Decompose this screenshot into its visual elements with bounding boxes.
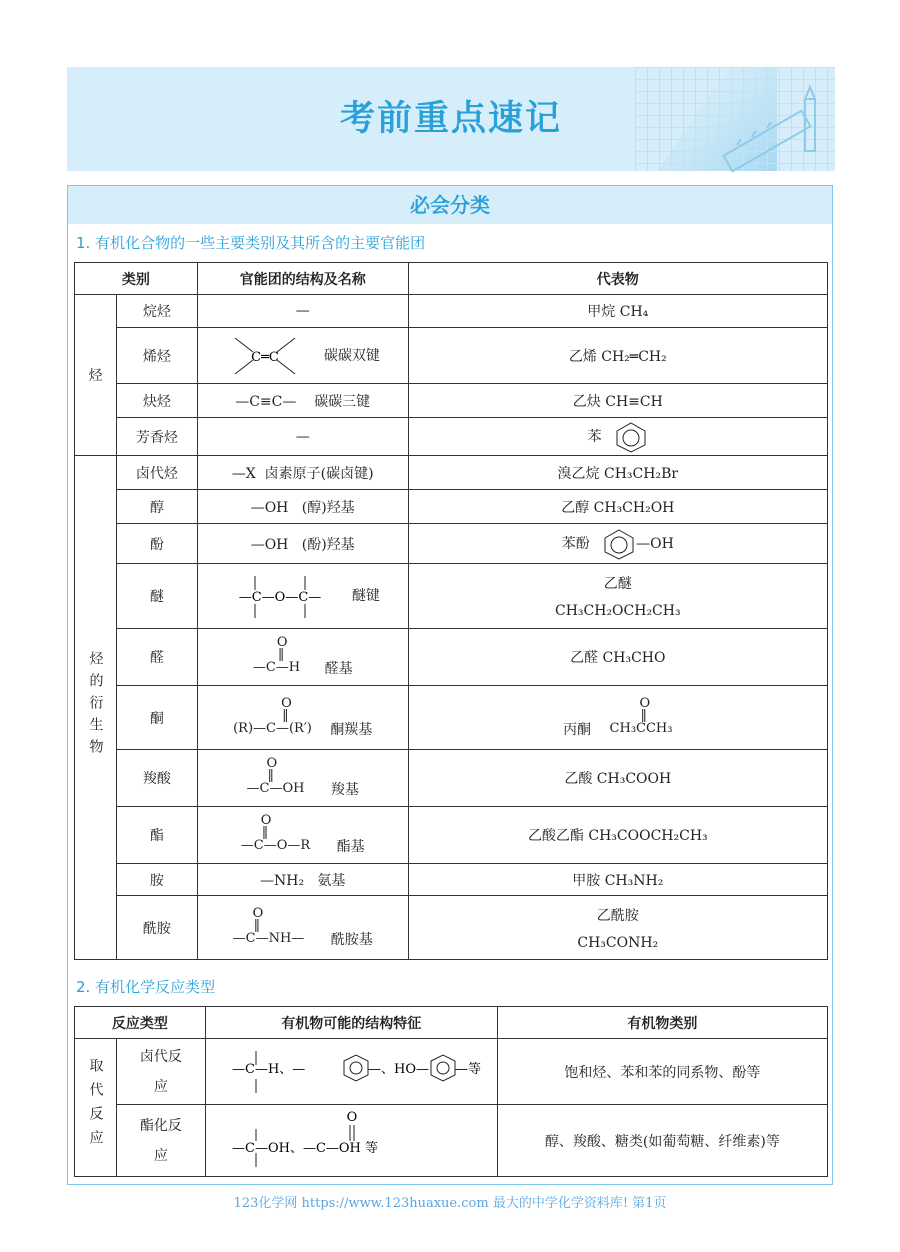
fg-name: 酮羰基 <box>330 721 373 738</box>
heading-1: 1. 有机化合物的一些主要类别及其所含的主要官能团 <box>76 234 426 252</box>
functional-group-table <box>74 262 828 960</box>
functional-group-cell: — <box>197 418 408 456</box>
functional-group-cell <box>197 524 408 564</box>
double-bond-mark: ‖ <box>267 768 274 783</box>
carboxyl-structure <box>247 757 305 795</box>
group-substitution <box>75 1039 117 1177</box>
representative-cell: 甲烷 CH₄ <box>408 295 827 328</box>
double-bond-mark: ‖ <box>261 825 269 840</box>
table-header-row <box>75 263 828 295</box>
category-cell: 醇 <box>116 490 197 524</box>
category-cell: 卤代烃 <box>116 456 197 490</box>
table-row <box>75 1039 828 1105</box>
category-cell: 羧酸 <box>116 750 197 807</box>
acetone-structure <box>610 697 673 735</box>
rep-name: 苯酚 <box>561 535 590 552</box>
structure-feature-cell <box>205 1105 497 1177</box>
table-header-row <box>75 1007 828 1039</box>
header-representative: 代表物 <box>408 263 827 295</box>
functional-group-cell <box>197 456 408 490</box>
fg-formula: —C—H <box>252 660 301 675</box>
structure-feature-cell <box>205 1039 497 1105</box>
category-cell: 炔烃 <box>116 384 197 418</box>
group-derivative-label: 烃的衍生物 <box>87 650 104 761</box>
fg-name: 醛基 <box>324 661 353 677</box>
group-derivative <box>75 456 117 960</box>
functional-group-cell <box>197 328 408 384</box>
heading-2: 2. 有机化学反应类型 <box>76 978 216 996</box>
header-organic-class: 有机物类别 <box>497 1007 827 1039</box>
fg-name: 碳碳三键 <box>314 393 371 410</box>
fg-formula: (R)—C—(R′) <box>233 720 312 736</box>
double-bond-formula: C═C <box>251 349 280 365</box>
fg-name: 卤素原子(碳卤键) <box>264 465 374 482</box>
header-reaction-type: 反应类型 <box>75 1007 206 1039</box>
representative-cell <box>408 896 827 960</box>
svg-text:—C—OH、—C—OH 等: —C—OH、—C—OH 等 <box>232 1140 379 1156</box>
representative-cell: 乙炔 CH≡CH <box>408 384 827 418</box>
representative-cell: 乙酸 CH₃COOH <box>408 750 827 807</box>
fg-top-atom: O <box>281 695 292 711</box>
table-row <box>75 490 828 524</box>
representative-cell <box>408 564 827 629</box>
rep-name: 乙酰胺 <box>596 907 639 924</box>
rep-formula: CH₃CONH₂ <box>577 934 659 951</box>
table-row <box>75 864 828 896</box>
functional-group-cell <box>197 864 408 896</box>
double-bond-mark: ‖ <box>282 707 289 723</box>
table-row <box>75 295 828 328</box>
functional-group-cell <box>197 564 408 629</box>
table-row <box>75 1105 828 1177</box>
table-row <box>75 524 828 564</box>
double-bond-mark: ‖ <box>253 917 261 933</box>
rep-name: 苯 <box>587 428 602 445</box>
functional-group-cell <box>197 686 408 750</box>
representative-cell <box>408 524 827 564</box>
fg-name: 氨基 <box>317 872 346 889</box>
category-cell: 酯 <box>116 807 197 864</box>
footer: 123化学网 https://www.123huaxue.com 最大的中学化学资料库! 第1页 <box>233 1196 667 1211</box>
ether-structure-icon <box>225 570 335 622</box>
header-functional-group: 官能团的结构及名称 <box>197 263 408 295</box>
double-bond-mark: ‖ <box>640 707 648 723</box>
fg-top-atom: O <box>252 905 264 921</box>
functional-group-cell <box>197 807 408 864</box>
representative-cell: 乙醛 CH₃CHO <box>408 629 827 686</box>
table-row <box>75 807 828 864</box>
rep-formula: CH₃CCH₃ <box>609 720 673 736</box>
esterification-features-icon <box>226 1109 476 1173</box>
functional-group-cell <box>197 896 408 960</box>
fg-name: (酚)羟基 <box>301 536 355 553</box>
category-cell: 烷烃 <box>116 295 197 328</box>
functional-group-cell <box>197 750 408 807</box>
table-row <box>75 418 828 456</box>
rep-formula: CH₃CH₂OCH₂CH₃ <box>554 603 681 619</box>
category-cell: 烯烃 <box>116 328 197 384</box>
fg-formula: —C—NH— <box>232 930 305 946</box>
category-cell: 醚 <box>116 564 197 629</box>
fg-name: 酰胺基 <box>330 931 373 948</box>
fg-name: (醇)羟基 <box>301 499 355 516</box>
rep-suffix: —OH <box>636 535 674 552</box>
fg-top-atom: O <box>266 756 278 771</box>
table-row <box>75 686 828 750</box>
functional-group-cell: — <box>197 295 408 328</box>
table-row <box>75 896 828 960</box>
section-title: 必会分类 <box>68 186 832 224</box>
table-row <box>75 384 828 418</box>
group-substitution-label: 取代反应 <box>87 1057 104 1154</box>
organic-class-cell: 饱和烃、苯和苯的同系物、酚等 <box>497 1039 827 1105</box>
header-category: 类别 <box>75 263 198 295</box>
category-cell: 胺 <box>116 864 197 896</box>
fg-formula: —OH <box>250 499 289 516</box>
category-cell: 醛 <box>116 629 197 686</box>
reaction-type-cell: 卤代反应 <box>116 1039 205 1105</box>
category-cell: 芳香烃 <box>116 418 197 456</box>
ether-formula: —C—O—C— <box>239 590 322 605</box>
fg-formula: —C≡C— <box>235 393 297 410</box>
rep-name: 丙酮 <box>563 721 592 738</box>
aldehyde-structure <box>253 636 300 674</box>
fg-formula: —C—OH <box>246 781 305 796</box>
ketone-structure <box>233 697 312 735</box>
table-row <box>75 564 828 629</box>
fg-name: 醚键 <box>351 588 380 604</box>
double-bond-mark: ‖ <box>277 647 285 662</box>
table-row <box>75 456 828 490</box>
fg-name: 羧基 <box>330 782 359 798</box>
double-bond-structure-icon <box>225 334 305 378</box>
representative-cell: 甲胺 CH₃NH₂ <box>408 864 827 896</box>
fg-top-atom: O <box>276 635 288 650</box>
functional-group-name: 碳碳双键 <box>323 347 380 364</box>
functional-group-cell <box>197 490 408 524</box>
category-cell: 酮 <box>116 686 197 750</box>
functional-group-cell <box>197 384 408 418</box>
representative-cell: 乙酸乙酯 CH₃COOCH₂CH₃ <box>408 807 827 864</box>
table-row <box>75 750 828 807</box>
representative-cell: 溴乙烷 CH₃CH₂Br <box>408 456 827 490</box>
header-banner <box>67 67 835 171</box>
organic-class-cell: 醇、羧酸、糖类(如葡萄糖、纤维素)等 <box>497 1105 827 1177</box>
svg-text:O: O <box>346 1109 358 1125</box>
rep-name: 乙醚 <box>603 576 632 592</box>
svg-text:—C—H、——、HO——等: —C—H、— —、HO— —等 <box>232 1061 482 1077</box>
table-row <box>75 328 828 384</box>
fg-name: 酯基 <box>336 839 365 855</box>
benzene-ring-icon <box>602 528 636 560</box>
representative-cell <box>408 686 827 750</box>
functional-group-cell <box>197 629 408 686</box>
page-title: 考前重点速记 <box>339 99 562 139</box>
table-row <box>75 629 828 686</box>
amide-structure <box>233 907 305 945</box>
group-hydrocarbon: 烃 <box>75 295 117 456</box>
reaction-type-cell: 酯化反应 <box>116 1105 205 1177</box>
fg-formula: —X <box>231 465 256 482</box>
representative-cell: 乙醇 CH₃CH₂OH <box>408 490 827 524</box>
fg-formula: —NH₂ <box>259 872 305 889</box>
fg-top-atom: O <box>260 813 272 828</box>
benzene-ring-icon <box>614 421 648 453</box>
category-cell: 酚 <box>116 524 197 564</box>
fg-formula: —C—O—R <box>240 838 311 853</box>
ester-structure <box>241 814 310 852</box>
reaction-type-table <box>74 1006 828 1177</box>
representative-cell <box>408 418 827 456</box>
representative-cell: 乙烯 CH₂═CH₂ <box>408 328 827 384</box>
rep-top-atom: O <box>639 695 651 711</box>
category-cell: 酰胺 <box>116 896 197 960</box>
fg-formula: —OH <box>250 536 289 553</box>
header-structure-feature: 有机物可能的结构特征 <box>205 1007 497 1039</box>
halogenation-features-icon <box>226 1045 482 1099</box>
